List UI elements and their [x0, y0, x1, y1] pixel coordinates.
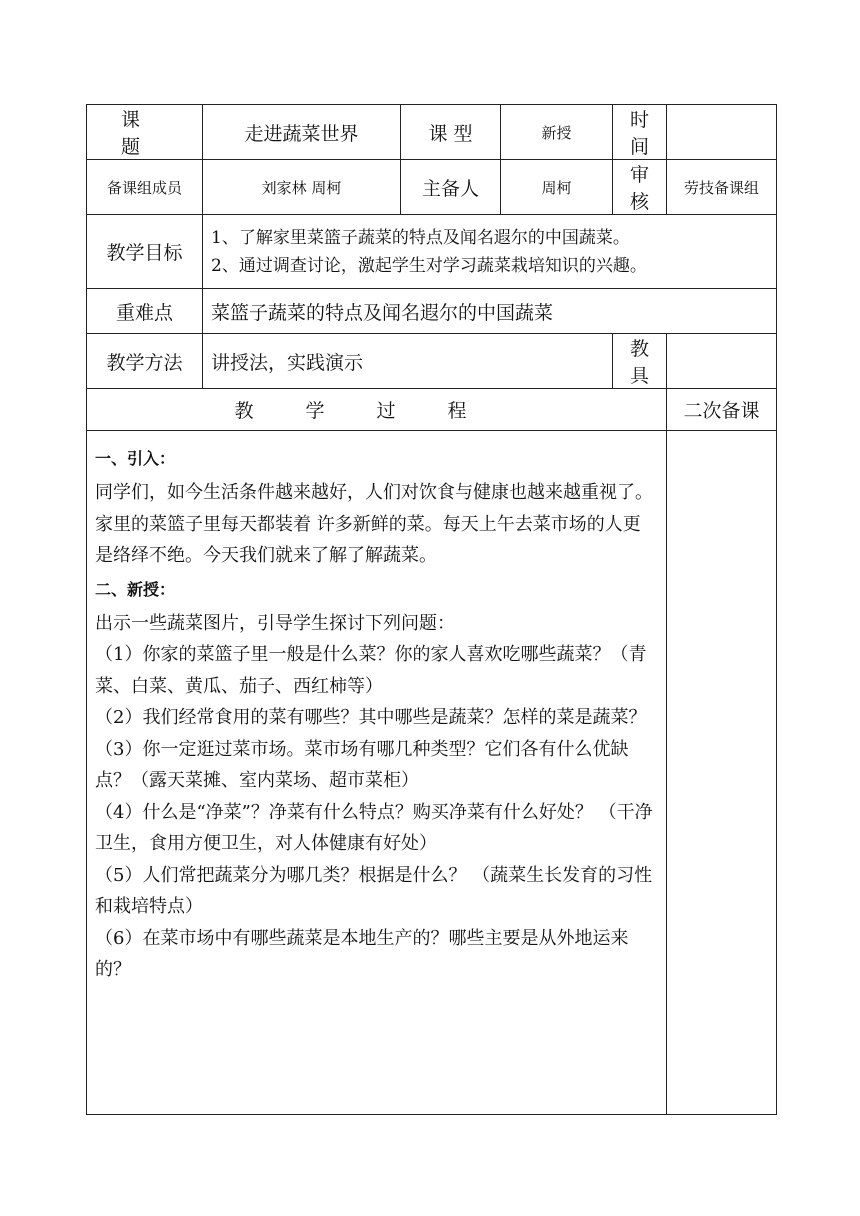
header-row-1	[87, 105, 777, 160]
lesson-plan-table	[86, 104, 777, 1115]
members-label: 备课组成员	[87, 160, 203, 215]
method-value: 讲授法，实践演示	[203, 334, 613, 389]
tools-value	[667, 334, 777, 389]
key-points-row	[87, 289, 777, 334]
process-content	[87, 431, 667, 1115]
time-value	[667, 105, 777, 160]
second-prep-content	[667, 431, 777, 1115]
lead-label: 主备人	[401, 160, 501, 215]
process-title: 教学过程	[87, 389, 667, 431]
intro-text: 同学们，如今生活条件越来越好，人们对饮食与健康也越来越重视了。家里的菜篮子里每天都装着 许多新鲜的菜。每天上午去菜市场的人更是络绎不绝。今天我们就来了解了解蔬菜。	[95, 482, 653, 566]
key-points-value: 菜篮子蔬菜的特点及闻名遐尔的中国蔬菜	[203, 289, 777, 334]
topic-label: 课 题	[87, 105, 203, 160]
goals-content	[203, 215, 777, 289]
question-item: （4）什么是“净菜”？净菜有什么特点？购买净菜有什么好处？ （干净卫生，食用方便卫生，对人体健康有好处）	[95, 801, 653, 854]
process-content-row	[87, 431, 777, 1115]
method-row	[87, 334, 777, 389]
type-value: 新授	[501, 105, 613, 160]
goals-label: 教学目标	[87, 215, 203, 289]
process-header-row	[87, 389, 777, 431]
type-label: 课 型	[401, 105, 501, 160]
new-lesson-heading: 二、新授：	[95, 579, 176, 599]
goals-row	[87, 215, 777, 289]
header-row-2	[87, 160, 777, 215]
key-points-label: 重难点	[87, 289, 203, 334]
method-label: 教学方法	[87, 334, 203, 389]
second-prep-label: 二次备课	[667, 389, 777, 431]
members-value: 刘家林 周柯	[203, 160, 401, 215]
lead-value: 周柯	[501, 160, 613, 215]
review-value: 劳技备课组	[667, 160, 777, 215]
question-item: （6）在菜市场中有哪些蔬菜是本地生产的？哪些主要是从外地运来的？	[95, 927, 629, 980]
question-item: （3）你一定逛过菜市场。菜市场有哪几种类型？它们各有什么优缺点？（露天菜摊、室内菜场、超市菜柜）	[95, 738, 629, 791]
time-label: 时间	[613, 105, 667, 160]
goal-item: 1、了解家里菜篮子蔬菜的特点及闻名遐尔的中国蔬菜。	[211, 227, 630, 248]
tools-label: 教具	[613, 334, 667, 389]
question-item: （1）你家的菜篮子里一般是什么菜？你的家人喜欢吃哪些蔬菜？（青菜、白菜、黄瓜、茄子、西红柿等）	[95, 644, 647, 697]
question-item: （5）人们常把蔬菜分为哪几类？根据是什么？ （蔬菜生长发育的习性和栽培特点）	[95, 864, 653, 917]
intro-heading: 一、引入：	[95, 449, 176, 468]
review-label: 审核	[613, 160, 667, 215]
topic-value: 走进蔬菜世界	[203, 105, 401, 160]
question-item: （2）我们经常食用的菜有哪些？其中哪些是蔬菜？怎样的菜是蔬菜？	[95, 707, 647, 728]
goal-item: 2、通过调查讨论，激起学生对学习蔬菜栽培知识的兴趣。	[211, 255, 647, 276]
new-lesson-intro: 出示一些蔬菜图片，引导学生探讨下列问题：	[95, 612, 455, 634]
